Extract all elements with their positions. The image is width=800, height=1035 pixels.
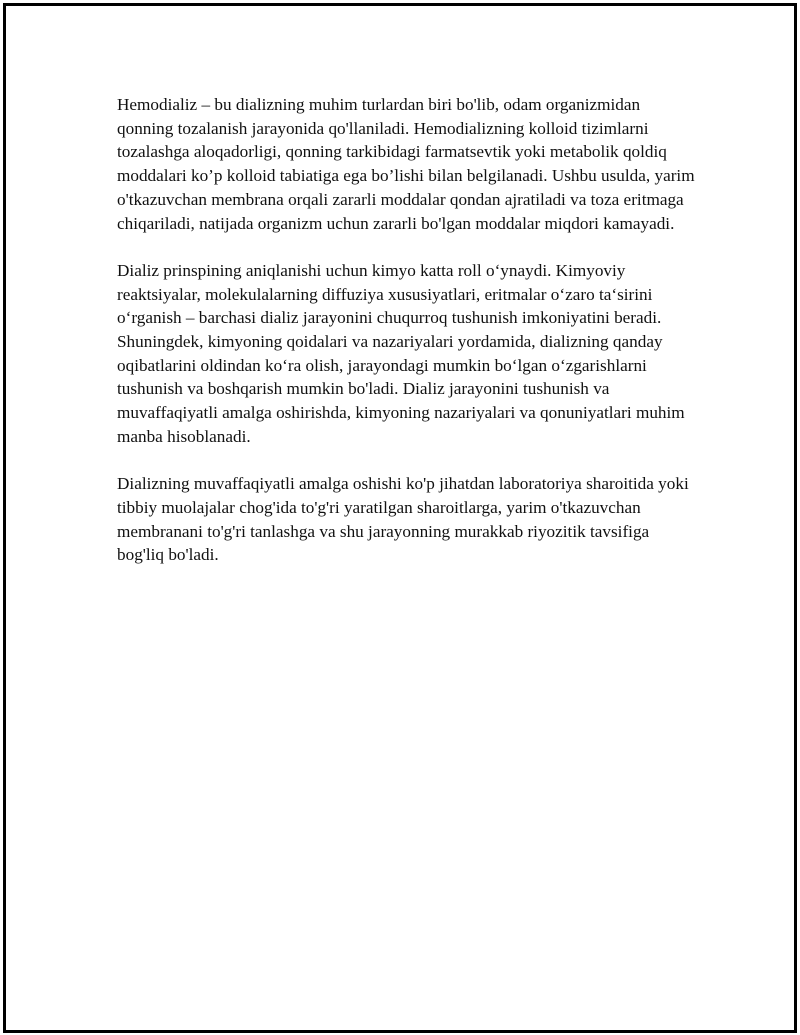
paragraph-hemodializ: Hemodializ – bu dializning muhim turlardan biri bo'lib, odam organizmidan qonning tozalanish jarayonida qo'llaniladi. Hemodializning kolloid tizimlarni tozalashga aloqadorligi, qonning tarkibidagi farmatsevtik yoki metabolik qoldiq moddalari ko’p kolloid tabiatiga ega bo’lishi bilan belgilanadi. Ushbu usulda, yarim o'tkazuvchan membrana orqali zararli moddalar qondan ajratiladi va toza eritmaga chiqariladi, natijada organizm uchun zararli bo'lgan moddalar miqdori kamayadi.	[117, 95, 695, 233]
document-body	[117, 93, 697, 567]
paragraph-dializ-muvaffaqiyati: Dializning muvaffaqiyatli amalga oshishi ko'p jihatdan laboratoriya sharoitida yoki tibbiy muolajalar chog'ida to'g'ri yaratilgan sharoitlarga, yarim o'tkazuvchan membranani to'g'ri tanlashga va shu jarayonning murakkab riyozitik tavsifiga bog'liq bo'ladi.	[117, 474, 689, 565]
paragraph-dializ-prinspi: Dializ prinspining aniqlanishi uchun kimyo katta roll o‘ynaydi. Kimyoviy reaktsiyalar, molekulalarning diffuziya xususiyatlari, eritmalar o‘zaro ta‘sirini o‘rganish – barchasi dializ jarayonini chuqurroq tushunish imkoniyatini beradi. Shuningdek, kimyoning qoidalari va nazariyalari yordamida, dializning qanday oqibatlarini oldindan ko‘ra olish, jarayondagi mumkin bo‘lgan o‘zgarishlarni tushunish va boshqarish mumkin bo'ladi. Dializ jarayonini tushunish va muvaffaqiyatli amalga oshirishda, kimyoning nazariyalari va qonuniyatlari muhim manba hisoblanadi.	[117, 260, 685, 446]
